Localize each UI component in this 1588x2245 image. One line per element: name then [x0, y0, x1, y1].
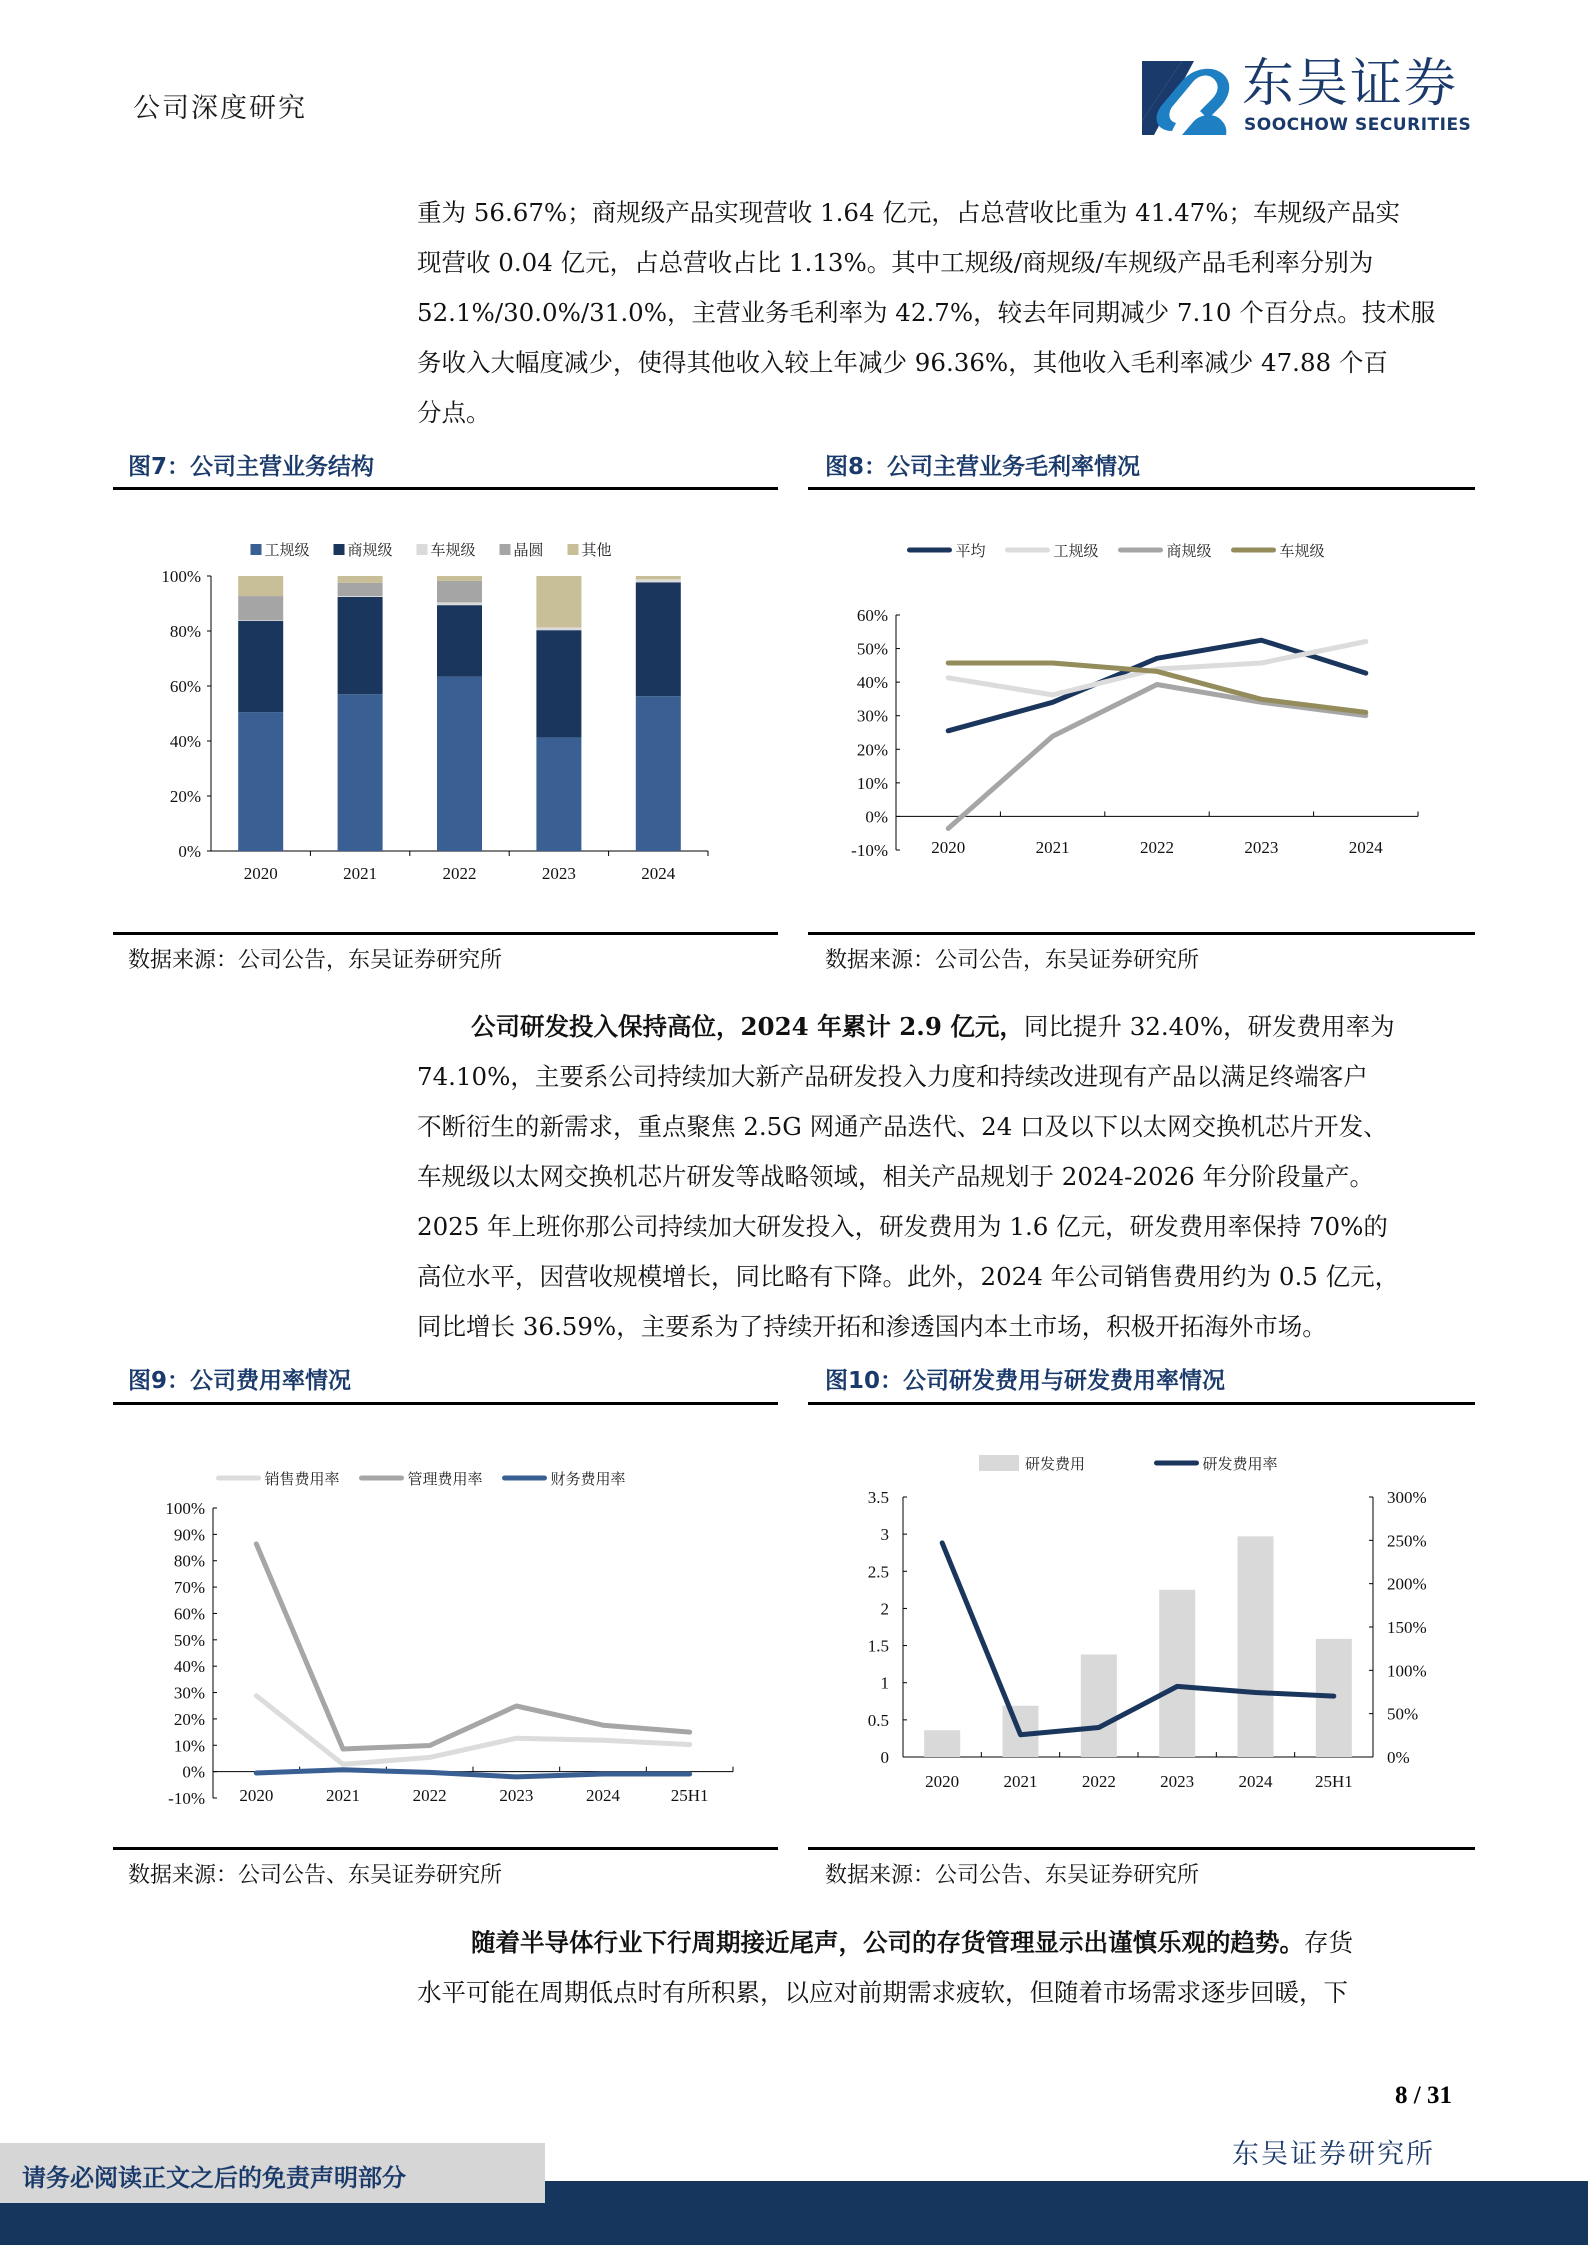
figure-7-title: 图7：公司主营业务结构: [128, 454, 375, 480]
x-tick-label: 2024: [1348, 838, 1383, 857]
bar: [1238, 1536, 1274, 1757]
paragraph-rd-investment: [417, 1002, 1475, 1352]
series-line-rd-ratio: [942, 1543, 1334, 1735]
x-tick-label: 2022: [412, 1786, 447, 1805]
paragraph-line: 车规级以太网交换机芯片研发等战略领域，相关产品规划于 2024-2026 年分阶段量产。: [417, 1162, 1375, 1191]
legend-label: 销售费用率: [264, 1472, 340, 1488]
y-tick-label: 70%: [173, 1578, 205, 1598]
soochow-logo: [1142, 54, 1472, 138]
legend-label: 商规级: [1166, 544, 1212, 560]
y-tick-label: 3.5: [867, 1488, 889, 1507]
x-tick-label: 2024: [586, 1786, 620, 1805]
bar-segment-0: [338, 694, 383, 851]
y-tick-label: 100%: [165, 1499, 205, 1518]
bar-segment-3: [238, 596, 283, 620]
y-tick-label: 0: [880, 1748, 889, 1767]
y-tick-label: 1: [880, 1673, 889, 1693]
legend-swatch-0: [979, 1455, 1019, 1471]
x-tick-label: 2023: [1160, 1772, 1195, 1791]
legend-swatch-2: [417, 544, 428, 555]
paragraph-inventory: [417, 1918, 1475, 2018]
figure-9-top-rule: [113, 1402, 778, 1405]
figure-10-source: 数据来源：公司公告、东吴证券研究所: [825, 1863, 1200, 1888]
footer-disclaimer: 请务必阅读正文之后的免责声明部分: [22, 2164, 406, 2192]
x-tick-label: 2020: [243, 864, 278, 883]
chart-gross-margin: [808, 520, 1475, 900]
y-tick-label: 20%: [173, 1709, 205, 1729]
y-tick-label: 0%: [178, 842, 201, 861]
legend-label: 商规级: [347, 543, 393, 559]
y-tick-label: 80%: [173, 1551, 205, 1571]
bar-segment-0: [536, 737, 581, 851]
figure-8-source: 数据来源：公司公告，东吴证券研究所: [825, 948, 1200, 973]
x-tick-label: 2022: [1140, 838, 1174, 857]
paragraph-line: 同比增长 36.59%，主要系为了持续开拓和渗透国内本土市场，积极开拓海外市场。: [417, 1312, 1327, 1341]
y-tick-label: 0%: [865, 807, 888, 827]
bar-segment-2: [338, 596, 383, 597]
y-tick-label: 1.5: [867, 1636, 889, 1656]
legend-label: 晶圆: [513, 543, 544, 559]
y-tick-label: 90%: [173, 1525, 205, 1545]
legend-label: 车规级: [1279, 544, 1325, 560]
paragraph-line: 分点。: [417, 398, 491, 427]
bar-segment-3: [437, 581, 482, 602]
figure-7-bottom-rule: [113, 932, 778, 935]
x-tick-label: 2022: [442, 864, 477, 883]
bar: [1159, 1590, 1195, 1757]
x-tick-label: 2022: [1081, 1772, 1116, 1791]
bar-segment-4: [536, 576, 581, 627]
y-tick-label: 30%: [173, 1683, 205, 1703]
chart-business-structure: [113, 520, 778, 900]
figure-10-title: 图10：公司研发费用与研发费用率情况: [825, 1368, 1226, 1394]
paragraph-bold-lead: 随着半导体行业下行周期接近尾声，公司的存货管理显示出谨慎乐观的趋势。: [471, 1928, 1304, 1957]
bar-segment-4: [636, 576, 681, 579]
paragraph-bold-lead: 公司研发投入保持高位，2024 年累计 2.9 亿元，: [471, 1012, 1024, 1041]
paragraph-line-rest: 同比提升 32.40%，研发费用率为: [1023, 1012, 1395, 1041]
footer-org-name: 东吴证券研究所: [1232, 2139, 1435, 2170]
paragraph-line: 务收入大幅度减少，使得其他收入较上年减少 96.36%，其他收入毛利率减少 47.88 个百: [417, 348, 1388, 377]
y-tick-label: 40%: [169, 732, 201, 751]
y-tick-label: 40%: [173, 1657, 205, 1677]
legend-label: 工规级: [264, 543, 310, 559]
y-tick-label: 2.5: [867, 1562, 889, 1582]
x-tick-label: 2024: [1238, 1772, 1273, 1791]
legend-swatch-4: [568, 544, 579, 555]
y-tick-label: -10%: [168, 1789, 205, 1808]
legend-label: 车规级: [430, 543, 476, 559]
figure-10-bottom-rule: [808, 1847, 1475, 1850]
figure-9-bottom-rule: [113, 1847, 778, 1850]
y2-tick-label: 100%: [1387, 1661, 1427, 1681]
bar-segment-4: [437, 576, 482, 581]
figure-9-source: 数据来源：公司公告、东吴证券研究所: [128, 1863, 503, 1888]
bar-segment-1: [338, 597, 383, 694]
paragraph-line-rest: 存货: [1304, 1928, 1353, 1957]
x-tick-label: 2023: [1244, 838, 1279, 857]
y-tick-label: 2: [880, 1599, 889, 1619]
figure-7-top-rule: [113, 487, 778, 490]
figure-7-source: 数据来源：公司公告，东吴证券研究所: [128, 948, 503, 973]
y2-tick-label: 150%: [1387, 1618, 1427, 1637]
legend-label: 研发费用: [1025, 1457, 1086, 1473]
x-tick-label: 2021: [343, 864, 378, 883]
figure-9-title: 图9：公司费用率情况: [128, 1368, 352, 1394]
y-tick-label: 60%: [169, 677, 201, 696]
bar-segment-0: [636, 696, 681, 851]
legend-label: 工规级: [1053, 544, 1099, 560]
logo-en-text: SOOCHOW SECURITIES: [1244, 115, 1472, 135]
bar-segment-1: [437, 605, 482, 677]
legend-label: 管理费用率: [407, 1472, 483, 1488]
paragraph-line: 重为 56.67%；商规级产品实现营收 1.64 亿元，占总营收比重为 41.47%；车规级产品实: [417, 198, 1401, 227]
bar-segment-2: [437, 602, 482, 605]
x-tick-label: 2021: [1003, 1772, 1038, 1791]
y-tick-label: 0.5: [867, 1710, 889, 1730]
paragraph-line: [417, 1002, 1475, 1052]
bar-segment-4: [338, 576, 383, 583]
soochow-logo-icon: [1142, 61, 1234, 135]
y2-tick-label: 50%: [1387, 1704, 1419, 1724]
series-line-0: [256, 1696, 689, 1765]
bar: [924, 1730, 960, 1757]
bar-segment-1: [238, 621, 283, 712]
figure-10-top-rule: [808, 1402, 1475, 1405]
x-tick-label: 2023: [541, 864, 576, 883]
paragraph-line: [417, 1918, 1475, 1968]
x-tick-label: 2020: [239, 1786, 274, 1805]
legend-swatch-1: [334, 544, 345, 555]
chart-rd-expense: [808, 1440, 1475, 1820]
y2-tick-label: 0%: [1387, 1748, 1410, 1767]
y-tick-label: 30%: [856, 706, 888, 726]
y-tick-label: 10%: [173, 1736, 205, 1756]
y2-tick-label: 250%: [1387, 1531, 1427, 1551]
bar-segment-3: [338, 583, 383, 596]
bar: [1081, 1654, 1117, 1757]
figure-8-top-rule: [808, 487, 1475, 490]
y-tick-label: 60%: [856, 606, 888, 625]
paragraph-revenue-breakdown: [417, 188, 1475, 438]
paragraph-line: 水平可能在周期低点时有所积累，以应对前期需求疲软，但随着市场需求逐步回暖，下: [417, 1978, 1348, 2007]
paragraph-line: 高位水平，因营收规模增长，同比略有下降。此外，2024 年公司销售费用约为 0.5 亿元，: [417, 1262, 1400, 1291]
page-number: 8 / 31: [1395, 2082, 1452, 2109]
legend-swatch-0: [251, 544, 262, 555]
bar-segment-1: [636, 582, 681, 696]
y2-tick-label: 200%: [1387, 1574, 1427, 1594]
bar-segment-2: [536, 627, 581, 630]
y-tick-label: 50%: [856, 639, 888, 659]
bar-segment-4: [238, 576, 283, 596]
figure-8-title: 图8：公司主营业务毛利率情况: [825, 454, 1141, 480]
legend-label: 研发费用率: [1202, 1457, 1278, 1473]
x-tick-label: 2021: [1035, 838, 1070, 857]
x-tick-label: 2020: [925, 1772, 960, 1791]
y-tick-label: 40%: [856, 673, 888, 693]
y-tick-label: 20%: [169, 787, 201, 806]
paragraph-line: 不断衍生的新需求，重点聚焦 2.5G 网通产品迭代、24 口及以下以太网交换机芯片开发、: [417, 1112, 1388, 1141]
y-tick-label: 60%: [173, 1604, 205, 1624]
paragraph-line: 现营收 0.04 亿元，占总营收占比 1.13%。其中工规级/商规级/车规级产品毛利率分别为: [417, 248, 1374, 277]
x-tick-label: 2023: [499, 1786, 534, 1805]
legend-label: 平均: [955, 544, 986, 560]
chart-expense-ratios: [113, 1440, 778, 1820]
paragraph-line: 52.1%/30.0%/31.0%，主营业务毛利率为 42.7%，较去年同期减少 7.10 个百分点。技术服: [417, 298, 1436, 327]
y-tick-label: 10%: [856, 773, 888, 793]
bar-segment-0: [238, 712, 283, 851]
figure-8-bottom-rule: [808, 932, 1475, 935]
y-tick-label: -10%: [851, 841, 888, 860]
report-section-label: 公司深度研究: [133, 93, 307, 124]
paragraph-line: 74.10%，主要系公司持续加大新产品研发投入力度和持续改进现有产品以满足终端客户: [417, 1062, 1368, 1091]
y-tick-label: 3: [880, 1525, 889, 1545]
bar-segment-2: [238, 620, 283, 621]
legend-swatch-3: [500, 544, 511, 555]
x-tick-label: 25H1: [670, 1786, 709, 1805]
bar-segment-0: [437, 677, 482, 851]
bar-segment-1: [536, 630, 581, 737]
y-tick-label: 100%: [161, 567, 201, 586]
bar-segment-2: [636, 579, 681, 582]
x-tick-label: 2024: [641, 864, 676, 883]
series-line-1: [256, 1544, 689, 1749]
y-tick-label: 50%: [173, 1630, 205, 1650]
logo-cn-text: 东吴证券: [1242, 54, 1459, 114]
y-tick-label: 80%: [169, 622, 201, 641]
y-tick-label: 20%: [856, 740, 888, 760]
y2-tick-label: 300%: [1387, 1488, 1427, 1507]
legend-label: 其他: [581, 543, 612, 559]
x-tick-label: 2020: [931, 838, 966, 857]
legend-label: 财务费用率: [550, 1472, 626, 1488]
x-tick-label: 25H1: [1314, 1772, 1353, 1791]
x-tick-label: 2021: [326, 1786, 360, 1805]
paragraph-line: 2025 年上班你那公司持续加大研发投入，研发费用为 1.6 亿元，研发费用率保持 70%的: [417, 1212, 1388, 1241]
y-tick-label: 0%: [182, 1762, 205, 1782]
